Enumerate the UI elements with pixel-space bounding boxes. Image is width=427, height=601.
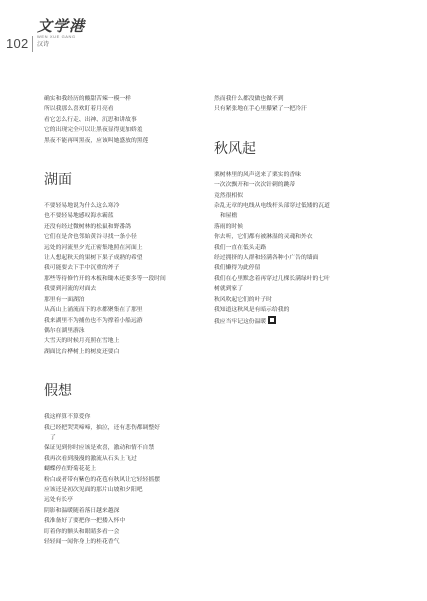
- left-column: [44, 94, 214, 547]
- poem-line: 那里有一面湖泊: [44, 296, 85, 303]
- masthead-section: 汉诗: [37, 41, 50, 48]
- poem-line: 我们一直在低头走路: [214, 244, 267, 251]
- poem-line: 轻轻闻一闻你身上的桂花香气: [44, 539, 120, 545]
- poem-title-imagination: 假想: [44, 383, 72, 400]
- poem-line: 我已经把哭哭啼啼，抽泣，还有悲伤都调整好: [44, 424, 160, 431]
- poem-line: 让人想起秋天的果树下果子成熟的希望: [44, 255, 143, 262]
- poem-line: 树就到家了: [214, 286, 243, 293]
- right-column: [214, 94, 364, 327]
- poem-line: 还没有经过微树林的松鼠和野番鸽: [44, 223, 131, 230]
- poem-line: 它的出现完全可以让黑夜显得更加娇羞: [44, 127, 143, 134]
- poem-line: 落雨的时候: [214, 223, 243, 230]
- poem-line: 然而我什么都没做也做不到: [214, 96, 284, 102]
- poem-line: 所以我那么喜欢盯着月亮看: [44, 106, 114, 113]
- poem-line: 我准备好了要把你一把搂入怀中: [44, 518, 126, 525]
- poem-line: 也不要轻易地感叹海水霸蓝: [44, 213, 114, 220]
- poem-line: 我们在心里默念着再穿过几棵长满绿叶的七叶: [214, 275, 330, 282]
- poem-title-autumn-wind: 秋风起: [214, 140, 256, 157]
- poem-line: 它们在是舍也邻始黄谷寻找一条小径: [44, 234, 137, 241]
- masthead-title: 文学港: [37, 17, 86, 35]
- poem-line: 大雪天的时候月亮照在雪地上: [44, 338, 120, 345]
- poem-line: 一次次飘开和一次次针刺的跳蒂: [214, 182, 296, 189]
- poem-line: 那些等待修竹开的木板和锄木还要多等一段时间: [44, 275, 166, 282]
- poem-line: 远处的河流里夕光正密集地照在河面上: [44, 244, 143, 251]
- poem-line: 了: [50, 434, 56, 441]
- poem-line: 阴影和温暖随着落日越来越深: [44, 507, 120, 514]
- poem-continued-right: [214, 94, 364, 115]
- poem-line: 应该还是初次见面的那片山坡和夕阳吧: [44, 486, 143, 493]
- poem-line: 我应当牢记这份温暖: [214, 316, 364, 327]
- poem-imagination: [44, 412, 214, 547]
- header-divider: [32, 36, 33, 52]
- poem-line: 我知道这秋风是有暗示给我的: [214, 307, 290, 314]
- poem-line: 我要到河流的对面去: [44, 286, 97, 293]
- poem-line: 粉白或者带有紫色的花苞有秋风让它轻轻摇摆: [44, 476, 160, 483]
- poem-line: 不要轻易地说为什么这么寒冷: [44, 203, 120, 210]
- poem-line: 栗树林里的风声送来了栗实的香味: [214, 171, 301, 178]
- poem-line: 确实和我经历的酸甜苦辣一模一样: [44, 96, 131, 102]
- poem-line: 我再次看到漫漫的激流从石头上飞过: [44, 455, 137, 462]
- poem-line: 黑夜不能再叫黑夜，应该叫她盛放的黑莲: [44, 137, 149, 144]
- poem-line: 秋风吹起它们的叶子时: [214, 296, 272, 303]
- poem-line: 我来湖里不为捕鱼也不为撑着小船远游: [44, 317, 143, 324]
- poem-title-lake: 湖面: [44, 172, 72, 189]
- poem-line: 你去听，它们都有被淋湿的灵魂和外衣: [214, 234, 313, 241]
- poem-line: 偶尔在湖里游泳: [44, 327, 85, 334]
- masthead: [37, 18, 97, 49]
- poem-line: 盯着你的额头和眼睛多看一会: [44, 528, 120, 535]
- poem-line: 我这样算不算爱你: [44, 414, 91, 421]
- poem-line: 远处有长亭: [44, 497, 73, 504]
- poem-line: 竟然很相似: [214, 192, 243, 199]
- masthead-pinyin: WEN XUE GANG: [37, 34, 76, 39]
- poem-line: 经过拥挤的人群和轻满各种小广告的墙面: [214, 255, 319, 262]
- poem-line: 湖面比台桦树上的树皮还要白: [44, 348, 120, 355]
- poem-line: 看它怎么行走、出神、沉思和讲故事: [44, 116, 137, 123]
- page-number: 102: [6, 36, 29, 51]
- poem-continued: [44, 94, 214, 146]
- poem-lake: [44, 201, 214, 357]
- poem-line: 只有紧张地在手心里攥紧了一把冷汗: [214, 106, 307, 113]
- poem-line: 从高山上涌流而下的水都聚集在了那里: [44, 307, 143, 314]
- poem-autumn-wind: [214, 170, 364, 327]
- poem-line: 保证见到你时应该是欢喜，激动和情不自禁: [44, 445, 155, 452]
- poem-line: 我们懒得为此停留: [214, 265, 261, 272]
- poem-line: 和屋檐: [220, 213, 238, 220]
- poem-line: 蝴蝶停在野菊花花上: [44, 466, 97, 473]
- poem-line: 我可能要去下手中沉重的斧子: [44, 265, 120, 272]
- qr-code-icon: [268, 316, 276, 324]
- poem-line: 杂乱无章的电线从电线杆头部穿过低矮的瓦道: [214, 203, 330, 210]
